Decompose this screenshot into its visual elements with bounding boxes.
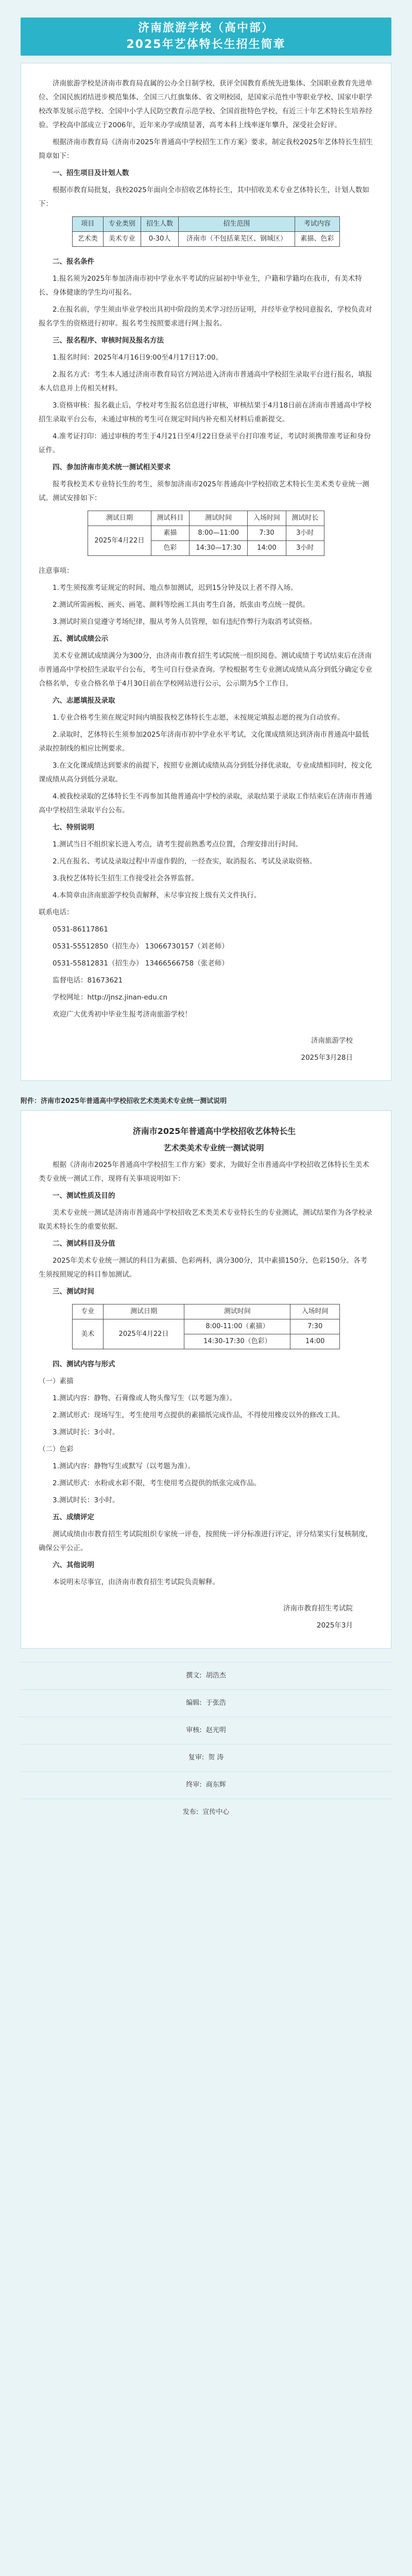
contact-line: 0531-55512850（招生办） 13066730157（刘老师）: [53, 942, 229, 951]
section-text: 根据《济南市2025年普通高中学校招生工作方案》要求，为做好全市普通高中学校招收艺体特长生美术类专业统一测试工作，现将有关事项说明如下：: [39, 1161, 369, 1183]
section-text: 3.资格审核：报名截止后，学校对考生报名信息进行审核，审核结果于4月18日前在济南市普通高中学校招生录取平台公布，未通过审核的考生可在规定时间内补充相关材料后重新提交。: [39, 401, 372, 423]
notice-item: 4.本简章由济南旅游学校负责解释，未尽事宜按上级有关文件执行。: [53, 891, 261, 900]
divider: [21, 1689, 391, 1690]
section-text: 2.在报名前，学生须由毕业学校出具初中阶段的美术学习经历证明，并经毕业学校同意报名，学校负责对报名学生的资格进行初审。报名考生按照要求进行网上报名。: [39, 306, 372, 328]
main-card: [21, 63, 391, 1081]
list-item: 1.测试内容：静物、石膏像或人物头像写生（以考题为准）。: [53, 1394, 237, 1402]
list-item: 3.测试时长：3小时。: [53, 1496, 119, 1504]
section-heading: 四、测试内容与形式: [53, 1360, 115, 1368]
table-cell: 美术: [73, 1319, 104, 1349]
section-text: 4.准考证打印：通过审核的考生于4月21日至4月22日登录平台打印准考证，考试时须携带准考证和身份证件。: [39, 432, 371, 454]
table-cell: 艺术类: [73, 232, 104, 247]
credit-value: 宣传中心: [202, 1808, 230, 1816]
list-item: 3.测试时长：3小时。: [53, 1428, 119, 1436]
table-header-cell: 专业类别: [103, 217, 141, 232]
credit-value: 胡浩杰: [205, 1672, 226, 1680]
section-text: 2025年美术专业统一测试的科目为素描、色彩两科，满分300分，其中素描150分、色彩150分。各考生须按照规定的科目参加测试。: [39, 1257, 368, 1279]
credit-value: 贺 涛: [208, 1754, 224, 1761]
table-cell: 7:30: [290, 1319, 340, 1334]
table-header-row: [73, 1304, 340, 1319]
divider: [21, 1662, 391, 1663]
section-text: 本说明未尽事宜，由济南市教育招生考试院负责解释。: [53, 1578, 219, 1586]
section-heading: 三、报名程序、审核时间及报名方法: [53, 336, 164, 345]
top-bar: [0, 0, 412, 18]
table-cell: 14:30-17:30（色彩）: [184, 1334, 290, 1349]
table-header-cell: 测试时间: [184, 1304, 290, 1319]
attachment-schedule-table: [72, 1304, 340, 1349]
attachment-signature-org: 济南市教育招生考试院: [283, 1604, 353, 1613]
table-header-cell: 考试内容: [295, 217, 339, 232]
table-cell: 2025年4月22日: [103, 1319, 184, 1349]
credit-row: [0, 1693, 412, 1714]
notice-item: 3.我校艺体特长生招生工作接受社会各界监督。: [53, 874, 198, 883]
credit-row: [0, 1775, 412, 1795]
table-header-cell: 项目: [73, 217, 104, 232]
section-text: 测试成绩由市教育招生考试院组织专家统一评卷，按照统一评分标准进行评定，评分结果实行复核制度，确保公平公正。: [39, 1530, 372, 1552]
section-heading: 二、测试科目及分值: [53, 1240, 115, 1248]
table-row: [73, 232, 340, 247]
section-heading: 五、测试成绩公示: [53, 635, 108, 643]
section-heading: 三、测试时间: [53, 1287, 94, 1296]
credit-label: 终审:: [186, 1781, 202, 1789]
banner-title-school: 济南旅游学校（高中部）: [138, 22, 274, 35]
table-cell: 14:00: [248, 541, 286, 556]
section-heading: 一、招生项目及计划人数: [53, 169, 129, 177]
section-heading: 一、测试性质及目的: [53, 1192, 115, 1200]
intro-paragraph: 根据济南市教育局《济南市2025年普通高中学校招生工作方案》要求，制定我校2025年艺体特长生招生简章如下：: [39, 138, 373, 160]
table-header-cell: 招生范围: [179, 217, 295, 232]
credit-row: [0, 1666, 412, 1686]
attachment-signature-date: 2025年3月: [317, 1621, 353, 1630]
notes-title: 注意事项：: [39, 567, 74, 575]
section-heading: 二、报名条件: [53, 258, 94, 266]
note-item: 1.考生须按准考证规定的时间、地点参加测试，迟到15分钟及以上者不得入场。: [53, 584, 298, 592]
section-heading: 六、其他说明: [53, 1561, 94, 1569]
table-header-cell: 测试日期: [103, 1304, 184, 1319]
table-cell: 14:30—17:30: [190, 541, 248, 556]
section-heading: 四、参加济南市美术统一测试相关要求: [53, 463, 171, 471]
section-text: 4.被我校录取的艺体特长生不再参加其他普通高中学校的录取，录取结果于录取工作结束后在济南市普通高中学校招生录取平台公布。: [39, 792, 372, 815]
table-header-cell: 招生人数: [141, 217, 178, 232]
credit-label: 编辑:: [186, 1699, 202, 1707]
table-cell: 色彩: [151, 541, 189, 556]
note-item: 2.测试所需画板、画夹、画笔、颜料等绘画工具由考生自备，纸张由考点统一提供。: [53, 601, 310, 609]
credit-value: 赵光明: [205, 1726, 226, 1734]
credit-label: 复审:: [188, 1754, 204, 1761]
divider: [21, 1771, 391, 1772]
table-cell: 8:00—11:00: [190, 526, 248, 541]
table-cell: 14:00: [290, 1334, 340, 1349]
table-header-cell: 测试日期: [88, 511, 151, 526]
contact-line: 0531-86117861: [53, 925, 108, 934]
table-cell: 8:00-11:00（素描）: [184, 1319, 290, 1334]
table-header-cell: 测试科目: [151, 511, 189, 526]
contact-line: 0531-55812831（招生办） 13466566758（张老师）: [53, 959, 229, 968]
attachment-title: 济南市2025年普通高中学校招收艺体特长生: [132, 1126, 296, 1136]
section-text: 报考我校美术专业特长生的考生，须参加济南市2025年普通高中学校招收艺术特长生美术类专业统一测试。测试安排如下：: [39, 480, 369, 502]
footer-credits: [0, 1662, 412, 1823]
table-cell: 3小时: [286, 541, 324, 556]
table-row: [73, 1319, 340, 1334]
table-row: [88, 526, 324, 541]
attachment-card: [21, 1110, 391, 1649]
section-text: 2.报名方式：考生本人通过济南市教育局官方网站进入济南市普通高中学校招生录取平台进行报名，填报本人信息并上传相关材料。: [39, 370, 372, 393]
attachment-subtitle: 艺术类美术专业统一测试说明: [163, 1143, 264, 1153]
section-text: 3.在文化课成绩达到要求的前提下，按照专业测试成绩从高分到低分择优录取，专业成绩相同时，按文化课成绩从高分到低分录取。: [39, 761, 372, 784]
table-cell: 7:30: [248, 526, 286, 541]
credit-label: 发布:: [182, 1808, 199, 1816]
credit-value: 于张浩: [205, 1699, 226, 1707]
credit-value: 商东辉: [205, 1781, 226, 1789]
note-item: 3.测试时须自觉遵守考场纪律，服从考务人员管理，如有违纪作弊行为取消考试资格。: [53, 618, 317, 626]
contact-line: 监督电话：81673621: [53, 976, 123, 985]
table-cell: 素描: [151, 526, 189, 541]
banner-title-main: 2025年艺体特长生招生简章: [126, 38, 286, 51]
section-heading: 五、成绩评定: [53, 1513, 94, 1521]
section-text: 1.专业合格考生须在规定时间内填报我校艺体特长生志愿，未按规定填报志愿的视为自动放弃。: [53, 714, 345, 722]
welcome-text: 欢迎广大优秀初中毕业生报考济南旅游学校！: [53, 1010, 192, 1019]
subsection-heading: （一）素描: [39, 1377, 74, 1385]
section-heading: 六、志愿填报及录取: [53, 697, 115, 705]
table-cell: 0-30人: [141, 232, 178, 247]
section-text: 2.录取时，艺体特长生须参加2025年济南市初中学业水平考试，文化课成绩须达到济南市普通高中最低录取控制线的相应比例要求。: [39, 731, 369, 753]
section-text: 美术专业测试成绩满分为300分，由济南市教育招生考试院统一组织阅卷。测试成绩于考试结束后在济南市普通高中学校招生录取平台公布，考生可自行登录查询。学校根据考生专业测试成绩从高分到低分确定专业合格名单，专业合格名单于4月30日前在学校网站进行公示，公示期为5个工作日。: [39, 652, 372, 688]
table-header-cell: 入场时间: [290, 1304, 340, 1319]
notice-item: 1.测试当日不组织家长进入考点，请考生提前熟悉考点位置，合理安排出行时间。: [53, 840, 303, 849]
credit-row: [0, 1802, 412, 1823]
credit-row: [0, 1748, 412, 1768]
table-cell: 济南市（不包括莱芜区、钢城区）: [179, 232, 295, 247]
table-header-cell: 测试时长: [286, 511, 324, 526]
test-schedule-table: [88, 511, 324, 556]
attachment-caption: 附件：济南市2025年普通高中学校招收艺术类美术专业统一测试说明: [21, 1097, 227, 1105]
signature-org: 济南旅游学校: [311, 1037, 353, 1045]
table-cell: 素描、色彩: [295, 232, 339, 247]
table-cell: 2025年4月22日: [88, 526, 151, 556]
contact-title: 联系电话：: [39, 908, 74, 917]
credit-row: [0, 1720, 412, 1741]
section-text: 1.报名时间：2025年4月16日9:00至4月17日17:00。: [53, 353, 222, 362]
intro-paragraph: 济南旅游学校是济南市教育局直属的公办全日制学校，获评全国教育系统先进集体、全国职业教育先进单位、全国民族团结进步模范集体、全国三八红旗集体、省文明校园，是国家示范性中等职业学校、国家中职学校改革发展示范学校、全国中小学人民防空教育示范学校、全国首批特色学校，有近三十年艺术特长生培养经验。学校高中部成立于2006年，近年来办学成绩显著，高考本科上线率逐年攀升，深受社会好评。: [39, 79, 372, 129]
table-header-cell: 入场时间: [248, 511, 286, 526]
credit-label: 审核:: [186, 1726, 202, 1734]
header-banner: [21, 18, 391, 56]
enrollment-table: [72, 216, 340, 247]
table-header-cell: 专业: [73, 1304, 104, 1319]
signature-date: 2025年3月28日: [301, 1054, 353, 1062]
table-header-row: [73, 217, 340, 232]
section-heading: 七、特别说明: [53, 823, 94, 832]
table-cell: 美术专业: [103, 232, 141, 247]
section-text: 根据市教育局批复，我校2025年面向全市招收艺体特长生，其中招收美术专业艺体特长生，计划人数如下：: [39, 186, 369, 208]
subsection-heading: （二）色彩: [39, 1445, 74, 1453]
section-text: 美术专业统一测试是济南市普通高中学校招收艺术类美术专业特长生的专业测试，测试结果作为各学校录取美术特长生的重要依据。: [39, 1209, 372, 1231]
credit-label: 撰文:: [186, 1672, 202, 1680]
table-cell: 3小时: [286, 526, 324, 541]
notice-item: 2.凡在报名、考试及录取过程中弄虚作假的，一经查实，取消报名、考试及录取资格。: [53, 857, 317, 866]
section-text: 1.报名须为2025年参加济南市初中学业水平考试的应届初中毕业生，户籍和学籍均在我市，有美术特长、身体健康的学生均可报名。: [39, 275, 362, 297]
list-item: 1.测试内容：静物写生或默写（以考题为准）。: [53, 1462, 195, 1470]
table-header-row: [88, 511, 324, 526]
list-item: 2.测试形式：现场写生，考生使用考点提供的素描纸完成作品，不得使用橡皮以外的修改工具。: [53, 1411, 345, 1419]
table-header-cell: 测试时间: [190, 511, 248, 526]
school-website-link[interactable]: 学校网址：http://jnsz.jinan-edu.cn: [53, 993, 168, 1002]
list-item: 2.测试形式：水粉或水彩不限，考生使用考点提供的纸张完成作品。: [53, 1479, 261, 1487]
